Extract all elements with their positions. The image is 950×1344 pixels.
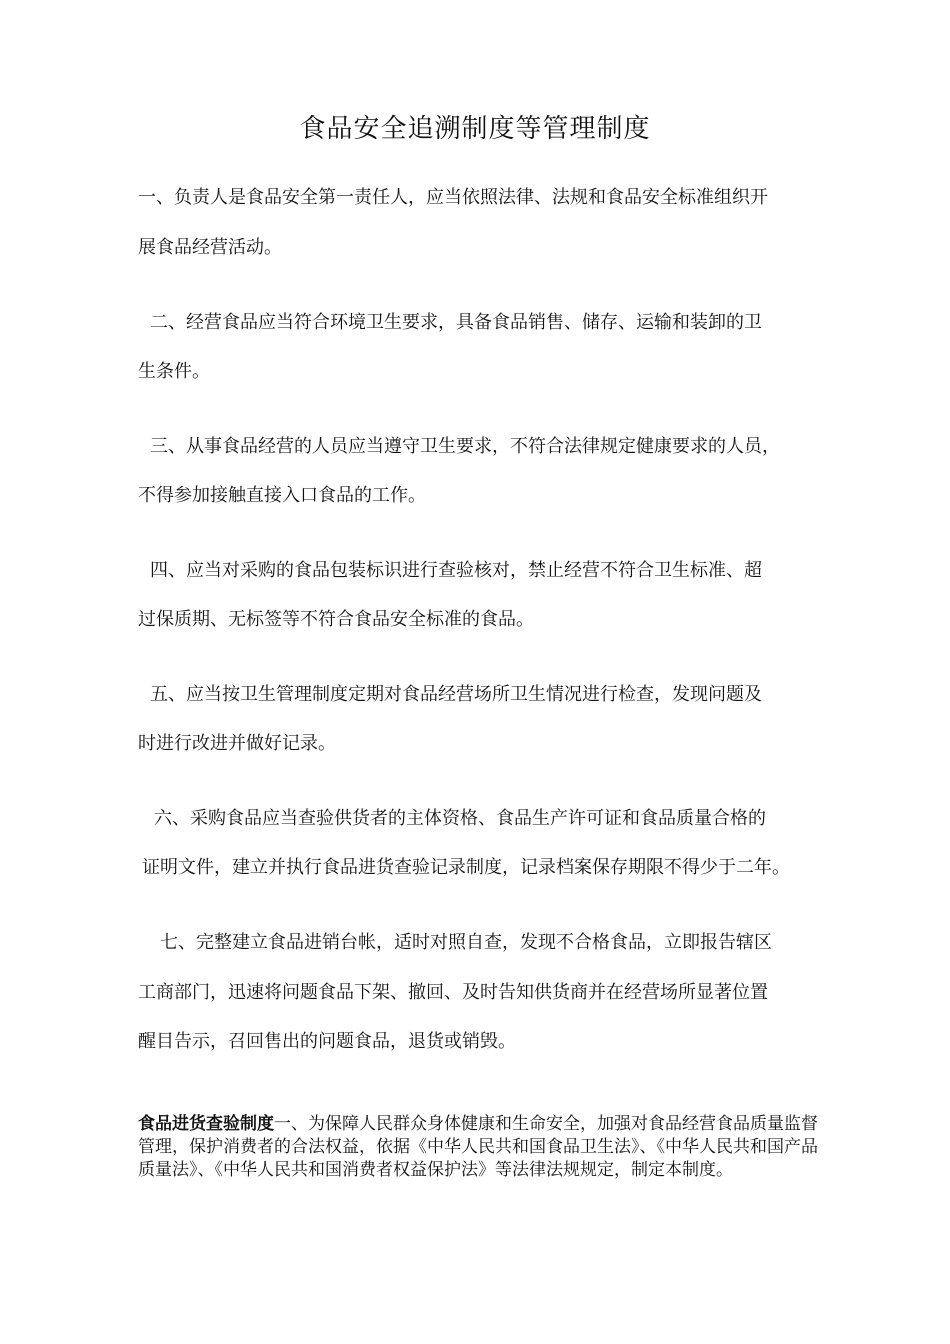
clause-6-line-1: 六、采购食品应当查验供货者的主体资格、食品生产许可证和食品质量合格的 [154,808,766,829]
clause-7-line-3: 醒目告示，召回售出的问题食品，退货或销毁。 [138,1031,516,1052]
clause-7-line-2: 工商部门，迅速将问题食品下架、撤回、及时告知供货商并在经营场所显著位置 [138,982,768,1003]
clause-2-line-1: 二、经营食品应当符合环境卫生要求，具备食品销售、储存、运输和装卸的卫 [150,312,762,333]
clause-2-line-2: 生条件。 [138,361,210,382]
clause-1-line-1: 一、负责人是食品安全第一责任人，应当依照法律、法规和食品安全标准组织开 [138,187,768,208]
clause-3-line-2: 不得参加接触直接入口食品的工作。 [138,485,426,506]
clause-3-line-1: 三、从事食品经营的人员应当遵守卫生要求，不符合法律规定健康要求的人员， [150,436,780,457]
clause-5-line-1: 五、应当按卫生管理制度定期对食品经营场所卫生情况进行检查，发现问题及 [150,684,762,705]
closing-paragraph [138,1113,818,1182]
closing-heading: 食品进货查验制度 [138,1114,274,1134]
clause-6-line-2: 证明文件，建立并执行食品进货查验记录制度，记录档案保存期限不得少于二年。 [142,857,790,878]
clause-1-line-2: 展食品经营活动。 [138,237,282,258]
page-title: 食品安全追溯制度等管理制度 [299,114,651,144]
clause-5-line-2: 时进行改进并做好记录。 [138,733,336,754]
clause-7-line-1: 七、完整建立食品进销台帐，适时对照自查，发现不合格食品，立即报告辖区 [160,932,772,953]
clause-4-line-2: 过保质期、无标签等不符合食品安全标准的食品。 [138,609,534,630]
clause-4-line-1: 四、应当对采购的食品包装标识进行查验核对，禁止经营不符合卫生标准、超 [150,560,762,581]
closing-text: 一、为保障人民群众身体健康和生命安全，加强对食品经营食品质量监督管理，保护消费者的合法权益，依据《中华人民共和国食品卫生法》、《中华人民共和国产品质量法》、《中华人民共和国消费者权益保护法》等法律法规规定，制定本制度。 [138,1114,818,1180]
